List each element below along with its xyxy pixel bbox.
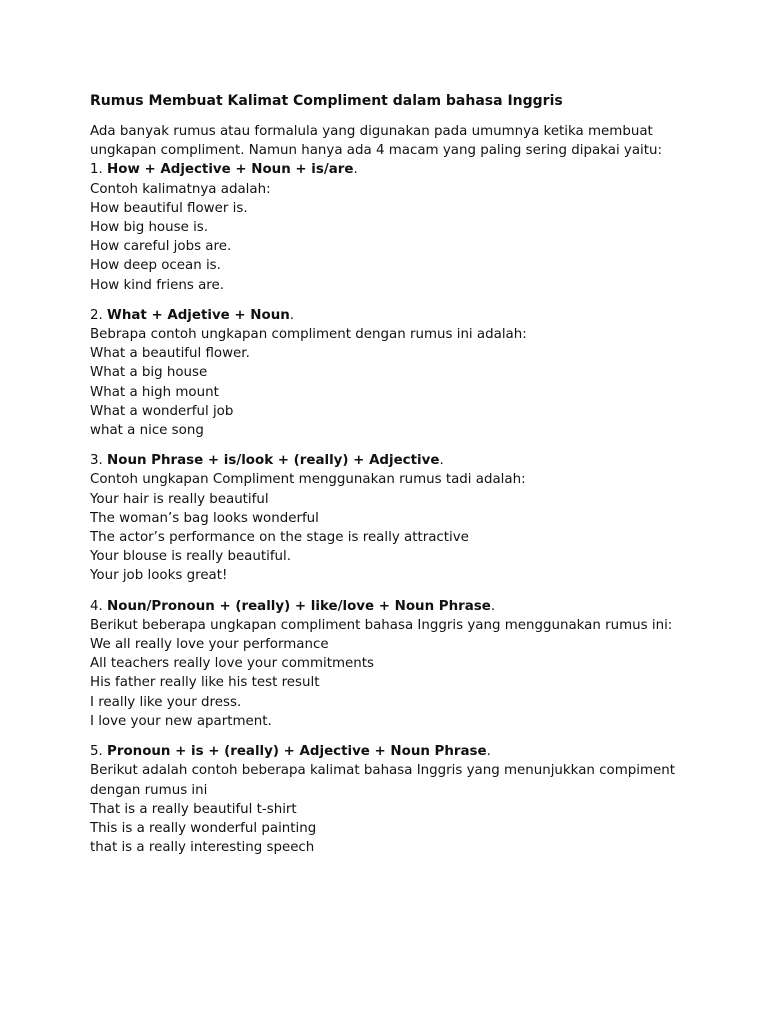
- example-line: Your blouse is really beautiful.: [90, 549, 292, 565]
- formula-number: 5.: [90, 744, 103, 760]
- example-line: This is a really wonderful painting: [90, 820, 317, 836]
- formula-section-5: [90, 742, 690, 857]
- formula-number: 1.: [90, 162, 103, 178]
- section-lead: Bebrapa contoh ungkapan compliment dengan rumus ini adalah:: [90, 327, 527, 343]
- formula-heading: [90, 742, 690, 761]
- example-line: We all really love your performance: [90, 637, 329, 653]
- formula-period: .: [439, 453, 444, 469]
- formula-number: 4.: [90, 598, 103, 614]
- formula-period: .: [486, 744, 491, 760]
- formula-number: 2.: [90, 307, 103, 323]
- example-line: How kind friens are.: [90, 277, 224, 293]
- formula-text: Pronoun + is + (really) + Adjective + Noun Phrase: [107, 744, 487, 760]
- section-lead: Contoh kalimatnya adalah:: [90, 181, 271, 197]
- example-line: That is a really beautiful t-shirt: [90, 801, 297, 817]
- document-title: Rumus Membuat Kalimat Compliment dalam bahasa Inggris: [90, 93, 563, 109]
- formula-text: Noun/Pronoun + (really) + like/love + Noun Phrase: [107, 598, 491, 614]
- example-line: Your job looks great!: [90, 568, 228, 584]
- example-line: How deep ocean is.: [90, 258, 221, 274]
- formula-section-2: [90, 306, 690, 440]
- formula-section-4: [90, 597, 690, 731]
- formula-heading: [90, 306, 690, 325]
- formula-section-3: [90, 451, 690, 585]
- formula-period: .: [353, 162, 358, 178]
- example-line: what a nice song: [90, 423, 204, 439]
- example-line: I love your new apartment.: [90, 713, 272, 729]
- section-lead: Contoh ungkapan Compliment menggunakan rumus tadi adalah:: [90, 472, 526, 488]
- section-lead: Berikut beberapa ungkapan compliment bahasa Inggris yang menggunakan rumus ini:: [90, 617, 673, 633]
- formula-section-1: [90, 160, 690, 294]
- example-line: All teachers really love your commitments: [90, 656, 374, 672]
- example-line: What a wonderful job: [90, 403, 234, 419]
- example-line: How beautiful flower is.: [90, 200, 248, 216]
- example-line: The woman’s bag looks wonderful: [90, 510, 319, 526]
- section-lead: Berikut adalah contoh beberapa kalimat bahasa Inggris yang menunjukkan compiment dengan rumus ini: [90, 763, 675, 798]
- example-line: What a big house: [90, 365, 208, 381]
- example-line: Your hair is really beautiful: [90, 491, 269, 507]
- example-line: How big house is.: [90, 220, 209, 236]
- formula-heading: [90, 451, 690, 470]
- example-line: What a high mount: [90, 384, 219, 400]
- example-line: What a beautiful flower.: [90, 346, 250, 362]
- formula-period: .: [289, 307, 295, 323]
- formula-text: Noun Phrase + is/look + (really) + Adjective: [107, 453, 440, 469]
- formula-number: 3.: [90, 453, 103, 469]
- formula-text: What + Adjetive + Noun: [107, 307, 290, 323]
- formula-heading: [90, 597, 690, 616]
- document-body: [90, 92, 690, 868]
- intro-text: Ada banyak rumus atau formalula yang digunakan pada umumnya ketika membuat ungkapan compliment. Namun hanya ada 4 macam yang paling sering dipakai yaitu:: [90, 124, 663, 159]
- intro-paragraph: [90, 122, 690, 160]
- formula-text: How + Adjective + Noun + is/are: [107, 162, 354, 178]
- example-line: that is a really interesting speech: [90, 840, 315, 856]
- example-line: His father really like his test result: [90, 675, 320, 691]
- example-line: How careful jobs are.: [90, 239, 232, 255]
- example-line: The actor’s performance on the stage is really attractive: [90, 530, 469, 546]
- formula-period: .: [490, 598, 496, 614]
- example-line: I really like your dress.: [90, 694, 242, 710]
- formula-heading: [90, 160, 690, 179]
